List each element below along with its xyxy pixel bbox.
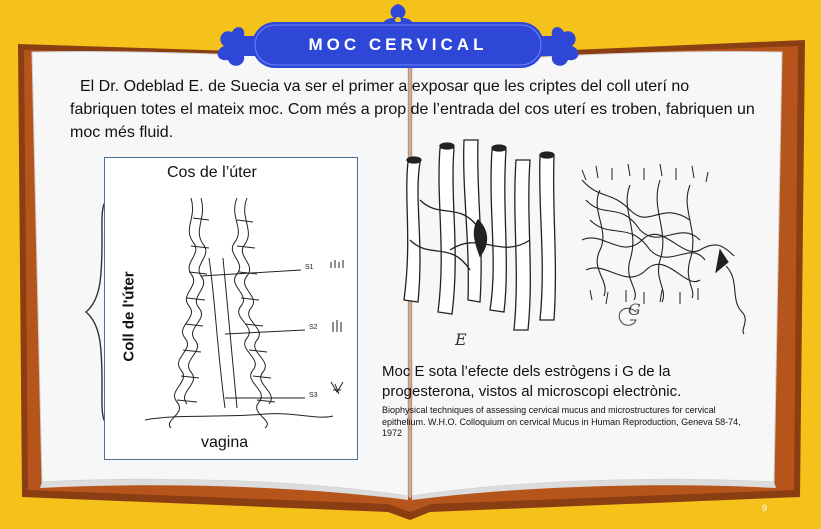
mucus-e-label: E (455, 330, 467, 349)
uterus-body-label: Cos de l’úter (167, 164, 257, 181)
intro-paragraph: El Dr. Odeblad E. de Suecia va ser el primer a exposar que les criptes del coll uterí no fabriquen totes el mateix moc. Com més a prop de l’entrada del cos uterí es troben, fabriquen un moc més fluid. (70, 78, 755, 141)
page-title: MOC CERVICAL (308, 35, 488, 54)
sample-label-s1: S1 (305, 264, 314, 271)
cervix-crypts-drawing (105, 158, 357, 458)
vagina-label: vagina (201, 434, 249, 451)
page-number: 9 (762, 503, 768, 513)
cervix-label: Coll de l'úter (120, 271, 138, 362)
sample-label-s3: S3 (309, 392, 318, 399)
cervix-diagram (104, 157, 358, 460)
figure-caption: Moc E sota l’efecte dels estrògens i G de la progesterona, vistos al microscopi electrònic. (382, 363, 682, 400)
reference-citation: Biophysical techniques of assessing cervical mucus and microstructures for cervical epithelium. W.H.O. Colloquium on cervical Mucus in Human Reproduction, Geneva 58-74, 1972 (382, 405, 741, 438)
mucus-g-label: G (628, 300, 641, 319)
sample-label-s2: S2 (309, 324, 318, 331)
